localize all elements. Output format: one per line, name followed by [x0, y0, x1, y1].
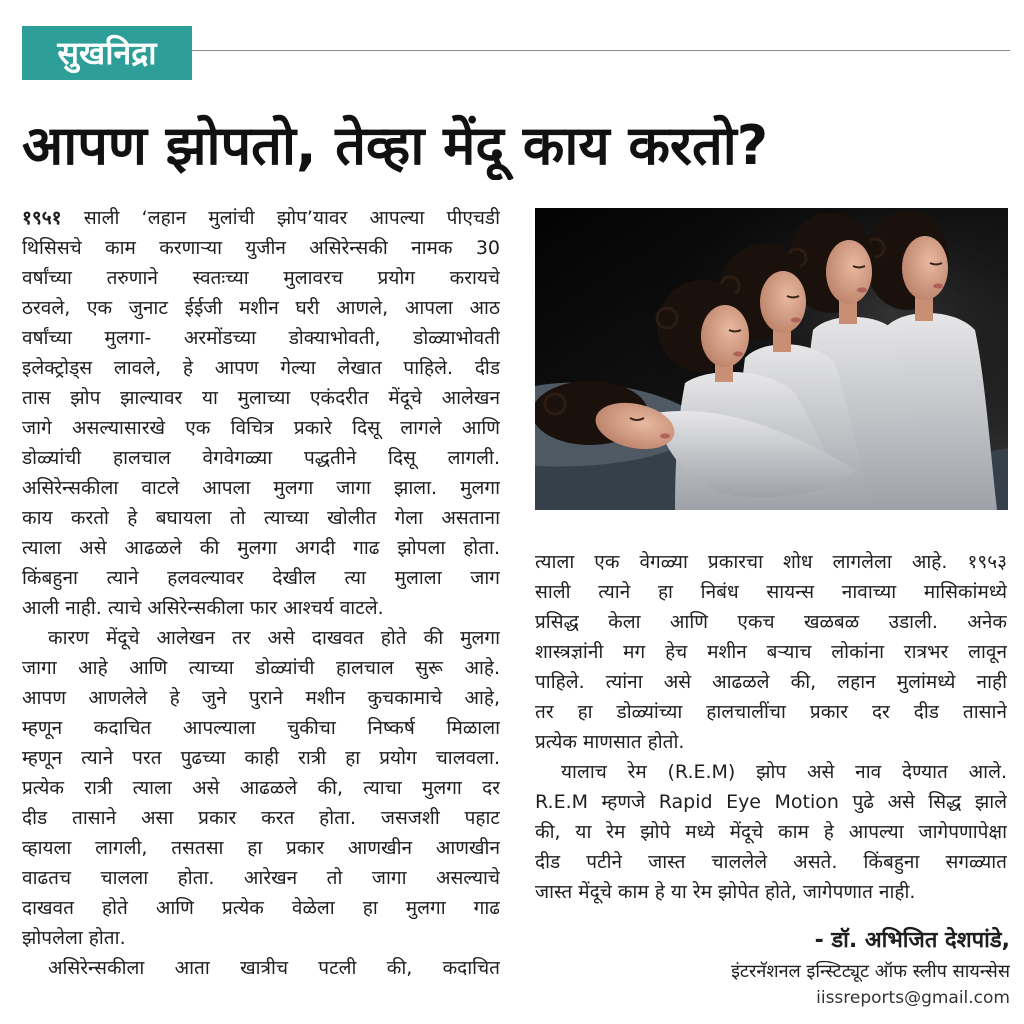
body-line: वर्षांच्या मुलगा- अरमोंडच्या डोक्याभोवती, डोळ्याभोवती: [22, 327, 500, 349]
woman-face: [701, 305, 749, 367]
lips: [791, 318, 801, 323]
body-line: कारण मेंदूचे आलेखन तर असे दाखवत होते की मुलगा: [48, 627, 500, 649]
section-tag: [22, 26, 192, 80]
body-line: साली त्याने हा निबंध सायन्स नावाच्या मासिकांमध्ये: [535, 581, 1007, 603]
body-line: प्रत्येक रात्री त्याला असे आढळले की, त्याचा मुलगा दर: [22, 777, 500, 799]
lips: [933, 284, 943, 289]
body-line: आली नाही. त्याचे असिरेन्सकीला फार आश्चर्य वाटले.: [22, 597, 384, 619]
body-line: तास झोप झाल्यावर या मुलाच्या एकंदरीत मेंदूचे आलेखन: [22, 387, 500, 409]
body-line: पाहिले. त्यांना असे आढळले की, लहान मुलांमध्ये नाही: [535, 671, 1007, 693]
lips: [857, 288, 867, 293]
article-column-left: [22, 203, 500, 983]
woman-face: [826, 240, 872, 304]
body-line: किंबहुना त्याने हलवल्यावर देखील त्या मुलाला जाग: [22, 567, 500, 589]
woman-face: [760, 271, 806, 333]
body-line: काय करतो हे बघायला तो त्याच्या खोलीत गेला असताना: [22, 507, 500, 529]
byline: [535, 925, 1010, 1009]
body-line: त्याला एक वेगळ्या प्रकारचा शोध लागलेला आहे. १९५३: [535, 551, 1007, 573]
body-line: जास्त मेंदूचे काम हे या रेम झोपेत होते, जागेपणात नाही.: [535, 881, 916, 903]
body-line: वाढतच चालला होता. आरेखन तो जागा असल्याचे: [22, 867, 500, 889]
body-line: R.E.M म्हणजे Rapid Eye Motion पुढे असे सिद्ध झाले: [535, 791, 1007, 813]
lead-year: १९५१: [22, 207, 62, 229]
headline: आपण झोपतो, तेव्हा मेंदू काय करतो?: [22, 114, 769, 177]
body-line: प्रसिद्ध केला आणि एकच खळबळ उडाली. अनेक: [535, 611, 1007, 633]
body-line: असिरेन्सकीला वाटले आपला मुलगा जागा झाला. मुलगा: [22, 477, 500, 499]
sleep-sequence-photo: [535, 208, 1008, 510]
body-line: आपण आणलेले हे जुने पुराने मशीन कुचकामाचे आहे,: [22, 687, 500, 709]
body-line: तर हा डोळ्यांच्या हालचालींचा प्रकार दर दीड तासाने: [535, 701, 1007, 723]
body-line: डोळ्यांची हालचाल वेगवेगळ्या पद्धतीने दिसू लागली.: [22, 447, 500, 469]
body-line: असिरेन्सकीला आता खात्रीच पटली की, कदाचित: [48, 957, 500, 979]
section-tag-label: सुखनिद्रा: [57, 34, 157, 72]
body-line: दीड पटीने जास्त चाललेले असते. किंबहुना सगळ्यात: [535, 851, 1007, 873]
header-rule: [192, 50, 1010, 51]
body-line: [22, 203, 500, 233]
body-line: दाखवत होते आणि प्रत्येक वेळेला हा मुलगा गाढ: [22, 897, 500, 919]
lips: [733, 352, 743, 357]
body-line: वर्षांच्या तरुणाने स्वतःच्या मुलावरच प्रयोग करायचे: [22, 267, 500, 289]
body-line: जागे असल्यासारखे एक विचित्र प्रकारे दिसू लागले आणि: [22, 417, 500, 439]
body-line: थिसिसचे काम करणाऱ्या युजीन असिरेन्सकी नामक 30: [22, 237, 500, 259]
author-email: iissreports@gmail.com: [816, 988, 1010, 1008]
lips: [660, 434, 670, 439]
body-line: झोपलेला होता.: [22, 927, 126, 949]
body-line: की, या रेम झोपे मध्ये मेंदूचे काम हे आपल्या जागेपणापेक्षा: [535, 821, 1007, 843]
body-line: शास्त्रज्ञांनी मग हेच मशीन बऱ्याच लोकांना रात्रभर लावून: [535, 641, 1007, 663]
body-line: त्याला असे आढळले की मुलगा अगदी गाढ झोपला होता.: [22, 537, 500, 559]
body-line: म्हणून कदाचित आपल्याला चुकीचा निष्कर्ष मिळाला: [22, 717, 500, 739]
body-line: प्रत्येक माणसात होतो.: [535, 731, 685, 753]
body-line: इलेक्ट्रोड्स लावले, हे आपण गेल्या लेखात पाहिले. दीड: [22, 357, 500, 379]
author-affiliation: इंटरनॅशनल इन्स्टिट्यूट ऑफ स्लीप सायन्सेस: [731, 961, 1010, 982]
body-line: दीड तासाने असा प्रकार करत होता. जसजशी पहाट: [22, 807, 500, 829]
body-line-text: साली ‘लहान मुलांची झोप’यावर आपल्या पीएचडी: [83, 207, 500, 229]
woman-face: [902, 236, 948, 300]
body-line: यालाच रेम (R.E.M) झोप असे नाव देण्यात आले.: [561, 761, 1007, 783]
body-line: म्हणून त्याने परत पुढच्या काही रात्री हा प्रयोग चालवला.: [22, 747, 500, 769]
body-line: ठरवले, एक जुनाट ईईजी मशीन घरी आणले, आपला आठ: [22, 297, 500, 319]
author-name: - डॉ. अभिजित देशपांडे,: [814, 928, 1010, 953]
article-photo: [535, 208, 1008, 510]
article-column-right: [535, 547, 1007, 907]
body-line: जागा आहे आणि त्याच्या डोळ्यांची हालचाल सुरू आहे.: [22, 657, 500, 679]
body-line: व्हायला लागली, तसतसा हा प्रकार आणखीन आणखीन: [22, 837, 500, 859]
